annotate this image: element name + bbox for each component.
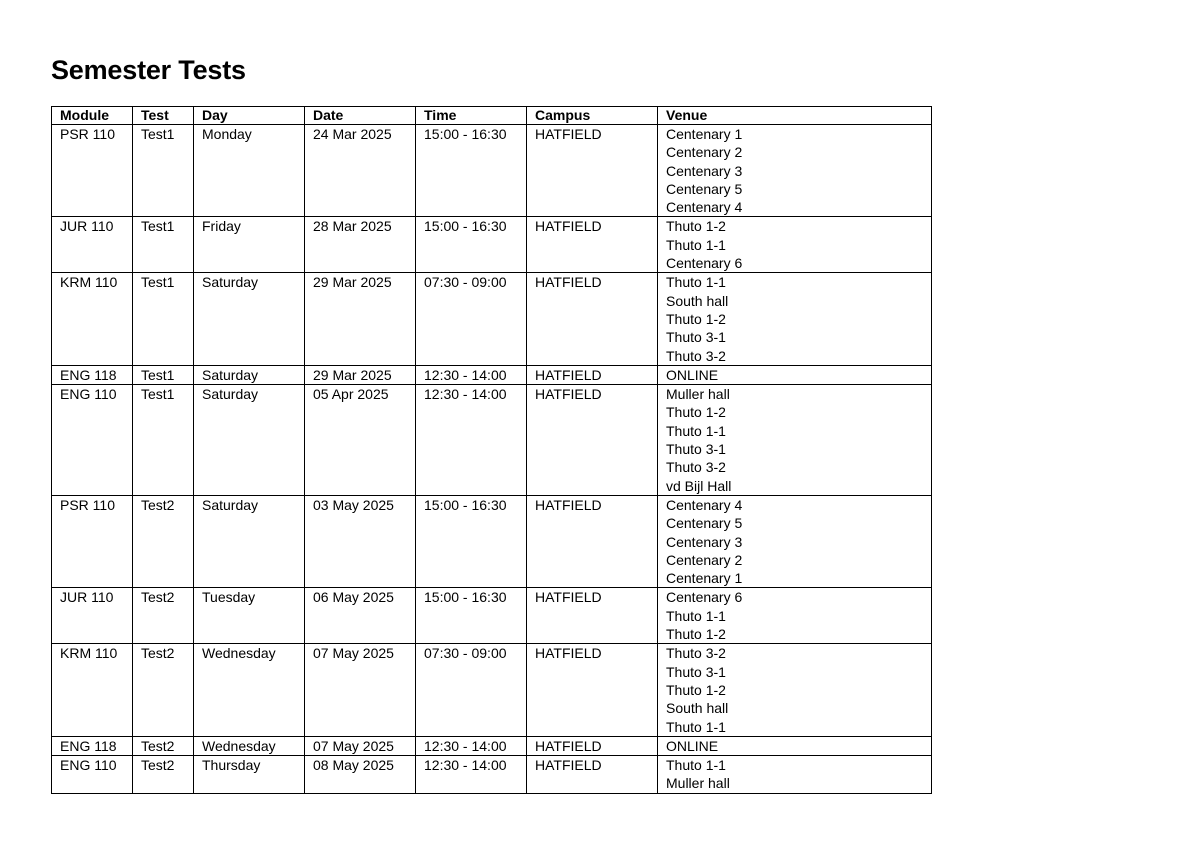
venue-line: Centenary 2 (666, 551, 743, 568)
semester-tests-table (51, 106, 932, 794)
table-row (52, 273, 932, 365)
cell-campus: HATFIELD (527, 385, 658, 496)
venue-line: Muller hall (666, 386, 730, 403)
venue-line: Thuto 1-1 (666, 422, 726, 439)
cell-venue (658, 365, 932, 384)
cell-venue (658, 588, 932, 644)
cell-campus: HATFIELD (527, 217, 658, 273)
venue-line: Thuto 1-2 (666, 681, 726, 698)
venue-line: vd Bijl Hall (666, 477, 732, 494)
venue-line: Centenary 1 (666, 570, 743, 587)
cell-test: Test2 (133, 644, 194, 736)
cell-venue (658, 736, 932, 755)
cell-venue (658, 385, 932, 496)
cell-date: 08 May 2025 (305, 756, 416, 794)
cell-campus: HATFIELD (527, 365, 658, 384)
cell-campus: HATFIELD (527, 125, 658, 217)
cell-module: KRM 110 (52, 644, 133, 736)
venue-line: Centenary 2 (666, 144, 743, 161)
cell-venue (658, 756, 932, 794)
cell-test: Test2 (133, 736, 194, 755)
table-row (52, 495, 932, 587)
cell-date: 28 Mar 2025 (305, 217, 416, 273)
cell-date: 29 Mar 2025 (305, 273, 416, 365)
cell-test: Test1 (133, 125, 194, 217)
table-body (52, 125, 932, 794)
cell-module: PSR 110 (52, 125, 133, 217)
cell-campus: HATFIELD (527, 588, 658, 644)
page-title: Semester Tests (51, 55, 246, 85)
cell-time: 07:30 - 09:00 (416, 273, 527, 365)
cell-venue (658, 125, 932, 217)
cell-campus: HATFIELD (527, 736, 658, 755)
venue-line: Centenary 5 (666, 515, 743, 532)
header-day: Day (194, 107, 305, 125)
venue-line: Thuto 1-2 (666, 404, 726, 421)
table-row (52, 588, 932, 644)
cell-module: JUR 110 (52, 217, 133, 273)
venue-line: Muller hall (666, 775, 730, 792)
cell-time: 12:30 - 14:00 (416, 756, 527, 794)
cell-day: Tuesday (194, 588, 305, 644)
cell-day: Saturday (194, 385, 305, 496)
venue-line: Thuto 3-1 (666, 663, 726, 680)
cell-day: Saturday (194, 495, 305, 587)
venue-line: Centenary 6 (666, 589, 743, 606)
cell-venue (658, 495, 932, 587)
table-row (52, 217, 932, 273)
cell-test: Test1 (133, 365, 194, 384)
cell-day: Wednesday (194, 644, 305, 736)
venue-line: Centenary 3 (666, 533, 743, 550)
header-test: Test (133, 107, 194, 125)
cell-module: KRM 110 (52, 273, 133, 365)
venue-line: Centenary 1 (666, 126, 743, 142)
cell-module: PSR 110 (52, 495, 133, 587)
cell-date: 05 Apr 2025 (305, 385, 416, 496)
header-time: Time (416, 107, 527, 125)
cell-day: Friday (194, 217, 305, 273)
cell-time: 15:00 - 16:30 (416, 217, 527, 273)
cell-module: ENG 110 (52, 385, 133, 496)
cell-date: 07 May 2025 (305, 644, 416, 736)
cell-campus: HATFIELD (527, 495, 658, 587)
table-row (52, 365, 932, 384)
venue-line: Thuto 3-1 (666, 441, 726, 458)
cell-campus: HATFIELD (527, 644, 658, 736)
venue-line: Thuto 1-1 (666, 757, 726, 774)
header-campus: Campus (527, 107, 658, 125)
venue-line: ONLINE (666, 366, 719, 383)
table-row (52, 644, 932, 736)
venue-line: Centenary 5 (666, 180, 743, 197)
cell-test: Test2 (133, 495, 194, 587)
cell-module: ENG 118 (52, 736, 133, 755)
header-module: Module (52, 107, 133, 125)
venue-line: Thuto 1-2 (666, 310, 726, 327)
venue-line: Centenary 6 (666, 255, 743, 272)
cell-venue (658, 644, 932, 736)
cell-module: ENG 118 (52, 365, 133, 384)
header-venue: Venue (658, 107, 932, 125)
cell-module: ENG 110 (52, 756, 133, 794)
venue-line: South hall (666, 292, 729, 309)
cell-time: 07:30 - 09:00 (416, 644, 527, 736)
cell-day: Saturday (194, 365, 305, 384)
venue-line: Thuto 3-2 (666, 459, 726, 476)
table-row (52, 125, 932, 217)
venue-line: Centenary 3 (666, 162, 743, 179)
header-date: Date (305, 107, 416, 125)
cell-day: Monday (194, 125, 305, 217)
venue-line: Thuto 3-1 (666, 329, 726, 346)
table-row (52, 756, 932, 794)
cell-time: 12:30 - 14:00 (416, 365, 527, 384)
venue-line: Thuto 1-2 (666, 218, 726, 235)
table-row (52, 385, 932, 496)
cell-date: 29 Mar 2025 (305, 365, 416, 384)
venue-line: Thuto 3-2 (666, 645, 726, 662)
venue-line: Thuto 1-1 (666, 236, 726, 253)
cell-venue (658, 273, 932, 365)
table-header-row (52, 107, 932, 125)
cell-time: 15:00 - 16:30 (416, 125, 527, 217)
cell-time: 15:00 - 16:30 (416, 495, 527, 587)
cell-day: Thursday (194, 756, 305, 794)
venue-line: Thuto 3-2 (666, 347, 726, 364)
venue-line: ONLINE (666, 737, 719, 754)
cell-venue (658, 217, 932, 273)
cell-date: 03 May 2025 (305, 495, 416, 587)
table-row (52, 736, 932, 755)
cell-module: JUR 110 (52, 588, 133, 644)
venue-line: Centenary 4 (666, 496, 743, 513)
cell-test: Test2 (133, 756, 194, 794)
cell-day: Saturday (194, 273, 305, 365)
venue-line: Thuto 1-2 (666, 626, 726, 643)
venue-line: Thuto 1-1 (666, 718, 726, 735)
venue-line: Thuto 1-1 (666, 607, 726, 624)
cell-time: 15:00 - 16:30 (416, 588, 527, 644)
cell-test: Test1 (133, 273, 194, 365)
cell-campus: HATFIELD (527, 756, 658, 794)
cell-date: 24 Mar 2025 (305, 125, 416, 217)
cell-time: 12:30 - 14:00 (416, 736, 527, 755)
cell-time: 12:30 - 14:00 (416, 385, 527, 496)
cell-date: 07 May 2025 (305, 736, 416, 755)
cell-date: 06 May 2025 (305, 588, 416, 644)
cell-test: Test1 (133, 385, 194, 496)
venue-line: Centenary 4 (666, 199, 743, 216)
cell-day: Wednesday (194, 736, 305, 755)
cell-test: Test2 (133, 588, 194, 644)
cell-test: Test1 (133, 217, 194, 273)
venue-line: South hall (666, 700, 729, 717)
venue-line: Thuto 1-1 (666, 274, 726, 291)
cell-campus: HATFIELD (527, 273, 658, 365)
